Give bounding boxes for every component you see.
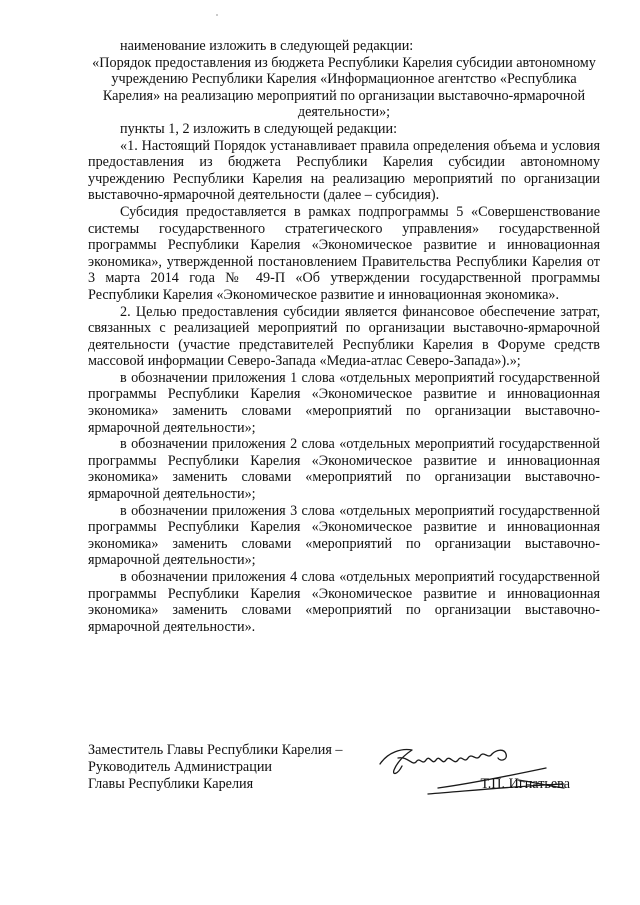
point-2: 2. Целью предоставления субсидии является финансовое обеспечение затрат, связанных с реализацией мероприятий по организации выставочно-ярмарочной деятельности (участие представителей Республики Карелия в Форуме средств массовой информации Северо-Запада «Медиа-атлас Северо-Запада»).»; xyxy=(88,303,600,370)
document-body xyxy=(88,38,600,635)
handwritten-signature xyxy=(368,736,568,806)
signer-title-line-3: Главы Республики Карелия xyxy=(88,776,254,792)
amendment-appendix-1: в обозначении приложения 1 слова «отдельных мероприятий государственной программы Республики Карелия «Экономическое развитие и инновационная экономика» заменить словами «мероприятий по организации выставочно-ярмарочной деятельности»; xyxy=(88,369,600,436)
signer-name: Т.П. Игнатьева xyxy=(480,776,570,792)
amendment-appendix-4: в обозначении приложения 4 слова «отдельных мероприятий государственной программы Республики Карелия «Экономическое развитие и инновационная экономика» заменить словами «мероприятий по организации выставочно-ярмарочной деятельности». xyxy=(88,569,600,635)
new-title: «Порядок предоставления из бюджета Республики Карелия субсидии автономному учреждению Республики Карелия «Информационное агентство «Республика Карелия» на реализацию мероприятий по организации выставочно-ярмарочной деятельности»; xyxy=(92,54,596,121)
amendment-appendix-3: в обозначении приложения 3 слова «отдельных мероприятий государственной программы Республики Карелия «Экономическое развитие и инновационная экономика» заменить словами «мероприятий по организации выставочно-ярмарочной деятельности»; xyxy=(88,502,600,569)
subsidy-paragraph: Субсидия предоставляется в рамках подпрограммы 5 «Совершенствование системы государственного стратегического управления» государственной программы Республики Карелия «Экономическое развитие и инновационная экономика», утвержденной постановлением Правительства Республики Карелия от 3 марта 2014 года № 49-П «Об утверждении государственной программы Республики Карелия «Экономическое развитие и инновационная экономика». xyxy=(88,203,600,303)
points-line: пункты 1, 2 изложить в следующей редакции: xyxy=(120,120,398,137)
signer-title-line-2: Руководитель Администрации xyxy=(88,759,273,775)
point-1: «1. Настоящий Порядок устанавливает правила определения объема и условия предоставления из бюджета Республики Карелия субсидии автономному учреждению Республики Карелия на реализацию мероприятий по организации выставочно-ярмарочной деятельности (далее – субсидия). xyxy=(88,137,600,204)
signature-block xyxy=(88,742,600,793)
signer-title-line-1: Заместитель Главы Республики Карелия – xyxy=(88,742,343,758)
scan-speck xyxy=(216,14,218,16)
intro-line: наименование изложить в следующей редакции: xyxy=(120,38,414,54)
amendment-appendix-2: в обозначении приложения 2 слова «отдельных мероприятий государственной программы Республики Карелия «Экономическое развитие и инновационная экономика» заменить словами «мероприятий по организации выставочно-ярмарочной деятельности»; xyxy=(88,436,600,503)
